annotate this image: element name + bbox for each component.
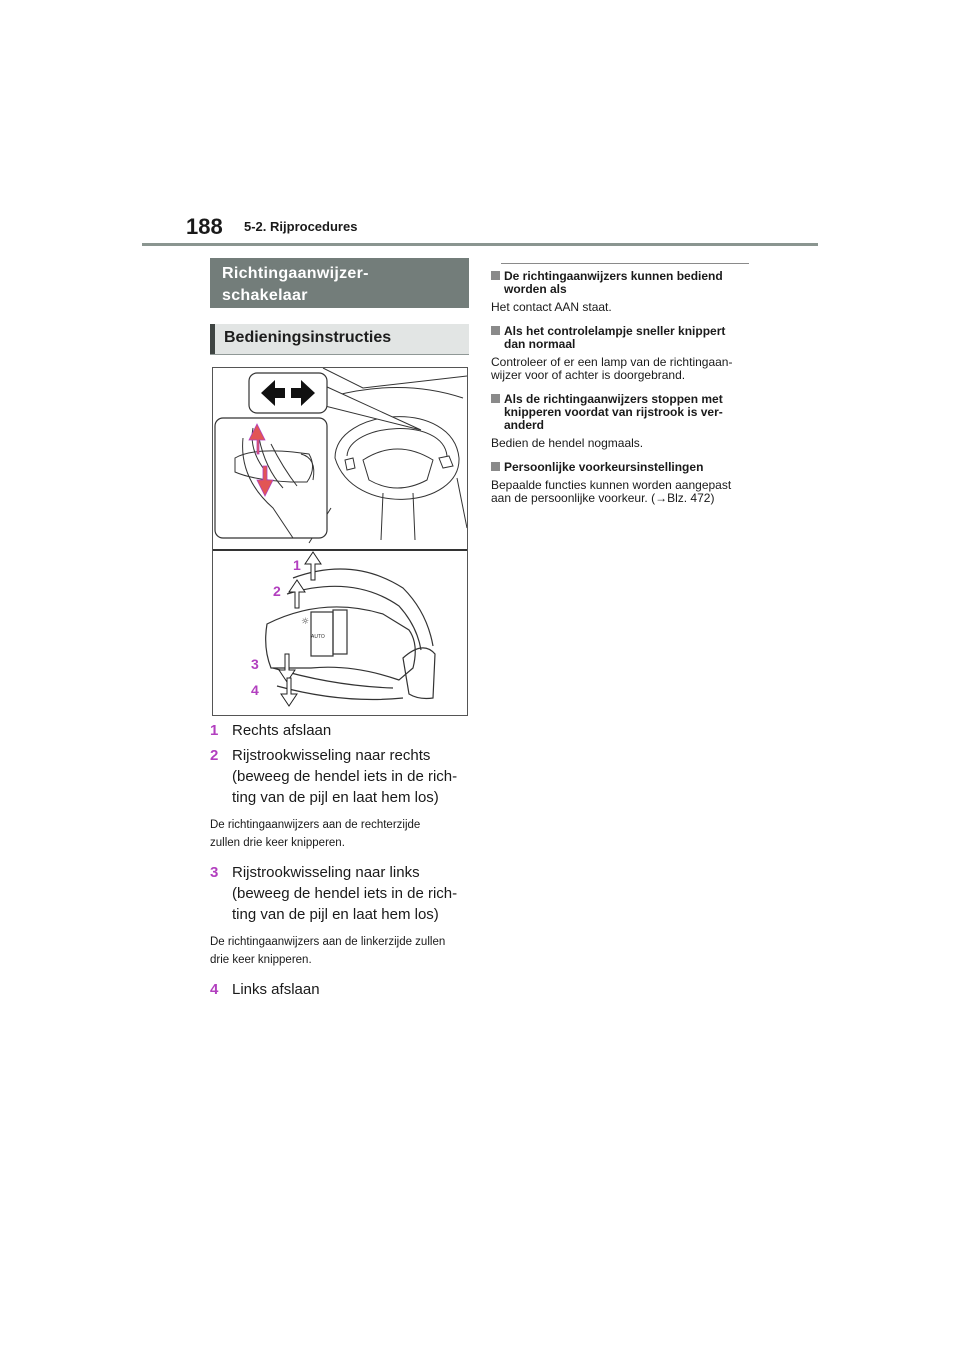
square-bullet-icon bbox=[491, 271, 500, 280]
dash-vent bbox=[345, 458, 355, 470]
note-text: De richtingaanwijzers aan de rechterzijde bbox=[210, 819, 421, 831]
info-heading-text: anderd bbox=[504, 418, 545, 432]
step-text: Rechts afslaan bbox=[232, 722, 332, 739]
step-text: Rijstrookwisseling naar rechts bbox=[232, 747, 431, 764]
arrow-1-icon bbox=[305, 552, 321, 580]
figure-label-2: 2 bbox=[273, 583, 281, 599]
info-body-text: Controleer of er een lamp van de richtingaan- bbox=[491, 355, 733, 369]
square-bullet-icon bbox=[491, 394, 500, 403]
turn-signal-illustration bbox=[212, 367, 468, 716]
step-number: 1 bbox=[210, 722, 219, 739]
info-heading-text: De richtingaanwijzers kunnen bediend bbox=[504, 269, 723, 283]
right-top-rule bbox=[501, 263, 749, 264]
dash-vent bbox=[439, 456, 453, 468]
steering-column bbox=[381, 493, 415, 540]
info-body-text: Bedien de hendel nogmaals. bbox=[491, 436, 644, 450]
steering-spoke bbox=[363, 449, 433, 488]
info-heading-text: Als de richtingaanwijzers stoppen met bbox=[504, 392, 723, 406]
turn-signal-drawing bbox=[213, 368, 467, 715]
step-text: ting van de pijl en laat hem los) bbox=[232, 906, 439, 923]
step-item bbox=[210, 720, 472, 741]
note-text: drie keer knipperen. bbox=[210, 954, 312, 966]
left-column bbox=[210, 258, 469, 355]
section-title-line: Richtingaanwijzer- bbox=[222, 265, 369, 282]
info-heading-text: Persoonlijke voorkeursinstellingen bbox=[504, 460, 704, 474]
section-label: 5-2. Rijprocedures bbox=[244, 219, 358, 234]
square-bullet-icon bbox=[491, 326, 500, 335]
step-number: 4 bbox=[210, 981, 219, 998]
info-body-text: Bepaalde functies kunnen worden aangepast bbox=[491, 478, 732, 492]
info-heading-text: Als het controlelampje sneller knippert bbox=[504, 324, 726, 338]
header-rule bbox=[142, 243, 818, 246]
subsection-bar bbox=[210, 324, 215, 354]
step-note bbox=[210, 933, 472, 969]
info-heading-text: worden als bbox=[504, 282, 567, 296]
info-body bbox=[491, 437, 750, 450]
info-body bbox=[491, 301, 750, 314]
note-text: De richtingaanwijzers aan de linkerzijde zullen bbox=[210, 936, 446, 948]
step-item bbox=[210, 862, 472, 925]
windshield-line bbox=[333, 387, 463, 398]
arrow-2-icon bbox=[289, 580, 305, 608]
step-number: 2 bbox=[210, 747, 219, 764]
step-number: 3 bbox=[210, 864, 219, 881]
figure-label-4: 4 bbox=[251, 682, 259, 698]
step-item bbox=[210, 979, 472, 1000]
steering-wheel-inner bbox=[347, 429, 447, 456]
figure-label-1: 1 bbox=[293, 557, 301, 573]
info-heading bbox=[491, 393, 750, 432]
section-title-line: schakelaar bbox=[222, 287, 308, 304]
subsection-title bbox=[210, 324, 469, 355]
subsection-title-text: Bedieningsinstructies bbox=[224, 329, 392, 346]
figure-label-3: 3 bbox=[251, 656, 259, 672]
arrow-callout-box bbox=[249, 373, 327, 413]
info-body bbox=[491, 356, 750, 382]
arrow-4-icon bbox=[281, 678, 297, 706]
dashboard-outline bbox=[323, 368, 467, 388]
step-text: (beweeg de hendel iets in de rich- bbox=[232, 885, 458, 902]
step-text: (beweeg de hendel iets in de rich- bbox=[232, 768, 458, 785]
info-heading bbox=[491, 461, 750, 474]
section-title bbox=[210, 258, 469, 308]
auto-label: AUTO bbox=[311, 634, 325, 640]
info-heading bbox=[491, 325, 750, 351]
info-heading-text: knipperen voordat van rijstrook is ver- bbox=[504, 405, 723, 419]
right-column bbox=[491, 263, 750, 516]
fog-switch-ring bbox=[333, 610, 347, 654]
step-item bbox=[210, 745, 472, 808]
step-list bbox=[210, 718, 472, 1000]
square-bullet-icon bbox=[491, 462, 500, 471]
page-number: 188 bbox=[186, 214, 223, 239]
note-text: zullen drie keer knipperen. bbox=[210, 837, 345, 849]
info-heading-text: dan normaal bbox=[504, 337, 576, 351]
info-body bbox=[491, 479, 750, 505]
info-body-text: Het contact AAN staat. bbox=[491, 300, 612, 314]
step-text: Rijstrookwisseling naar links bbox=[232, 864, 420, 881]
headlight-icon: ☼ bbox=[301, 617, 310, 627]
detail-inset bbox=[215, 418, 327, 538]
step-text: Links afslaan bbox=[232, 981, 320, 998]
info-heading bbox=[491, 270, 750, 296]
info-body-text: wijzer voor of achter is doorgebrand. bbox=[491, 368, 686, 382]
step-note bbox=[210, 816, 472, 852]
callout-pointer bbox=[325, 386, 421, 430]
info-body-text: aan de persoonlijke voorkeur. (→Blz. 472) bbox=[491, 491, 715, 505]
step-text: ting van de pijl en laat hem los) bbox=[232, 789, 439, 806]
